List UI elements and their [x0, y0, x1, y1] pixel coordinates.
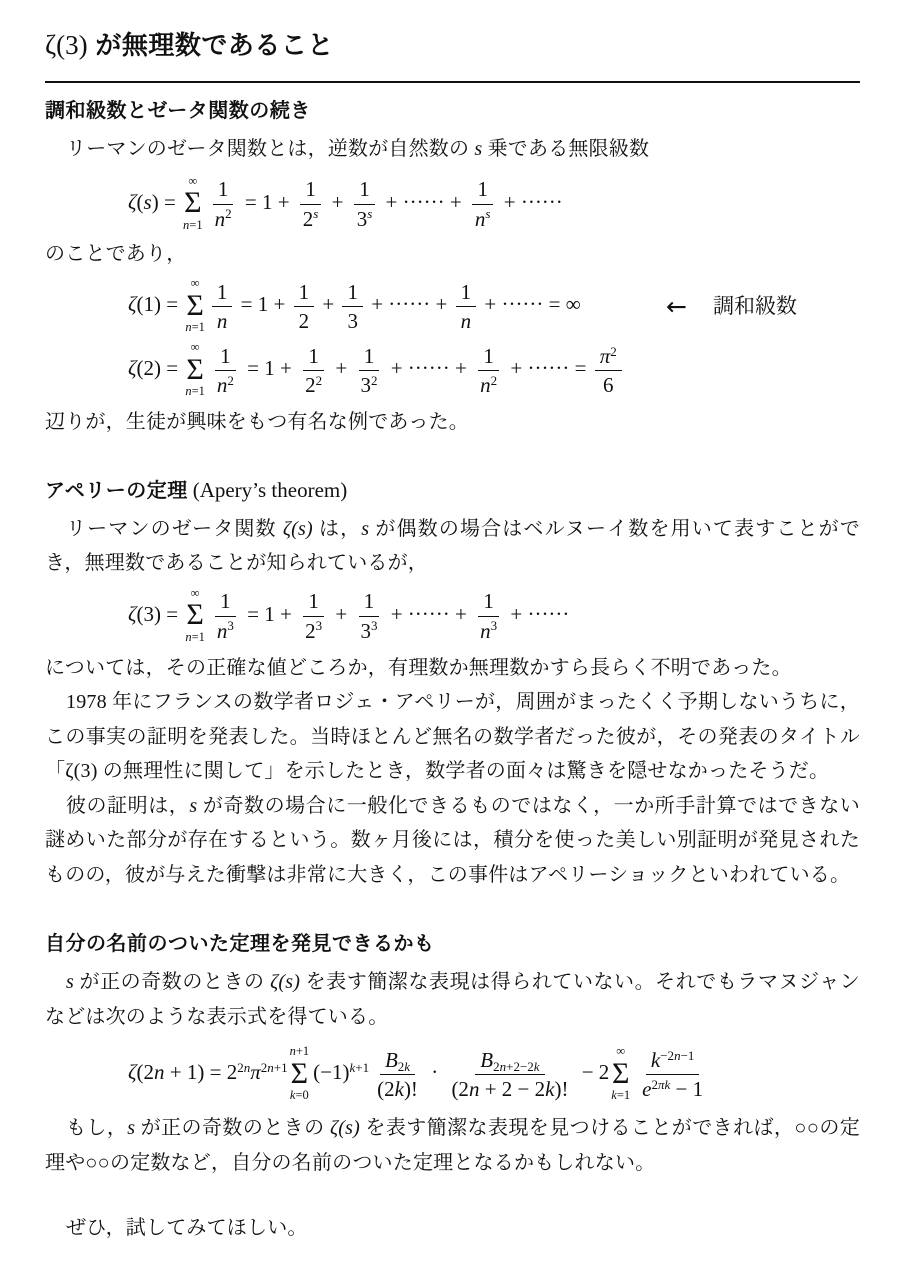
summation-sigma: ∞ Σ k=1	[611, 1044, 631, 1103]
paragraph-1978	[45, 685, 860, 789]
fraction: $\frac{1}{2^2}$	[305, 343, 323, 397]
fraction: $\frac{1}{3^2}$	[360, 343, 378, 397]
math-zeta-s: ζ(s)	[282, 517, 313, 540]
title-text: が無理数であること	[87, 30, 334, 60]
text-run: もし，	[66, 1117, 128, 1139]
fraction: $\frac{1}{n^2}$	[480, 343, 498, 397]
text-run: が偶数の場合はベルヌーイ数を用いて表すことができ，無理数であることが知られているが，	[45, 517, 861, 574]
heading-english: (Apery’s theorem)	[192, 477, 348, 502]
text-run: が奇数の場合に一般化できるものではなく，一か所手計算ではできない謎めいた部分が存在するという。数ヶ月後には，積分を使った美しい別証明が発見されたものの，彼が与えた衝撃は非常に大きく，この事件はアペリーショックといわれている。	[45, 794, 861, 886]
fraction: $\frac{k^{-2n-1}}{e^{2\pi k} - 1}$	[642, 1047, 704, 1101]
fraction: $\frac{1}{3}$	[342, 279, 363, 333]
fraction: $\frac{1}{n^3}$	[216, 589, 234, 643]
fraction: $\frac{1}{n^2}$	[214, 177, 232, 231]
fraction: $\frac{B_{2k}}{(2k)!}$	[377, 1047, 418, 1101]
text-run: を表す簡潔な表現は得られていない。それでもラマヌジャンなどは次のような表示式を得ている。	[45, 971, 860, 1028]
fraction: $\frac{1}{n^3}$	[480, 589, 498, 643]
text-run: リーマンのゼータ関数	[66, 517, 283, 540]
math-var-s: s	[474, 138, 483, 160]
text-run: リーマンのゼータ関数とは，逆数が自然数の	[66, 138, 475, 160]
summation-sigma: ∞ Σ n=1	[185, 276, 205, 335]
formula-zeta-3: ζ(3) = ∞ Σ n=1 $\frac{1}{n^3}$ = 1 + $\frac{1}{2^3}$ + $\frac{1}{3^3}$ + ······ + $\frac{1}{n^3}$ + ······	[128, 585, 570, 644]
summation-sigma: ∞ Σ n=1	[185, 340, 205, 399]
fraction: $\frac{1}{n^s}$	[470, 176, 496, 230]
paragraph-zeta-intro	[45, 132, 860, 167]
section-harmonic-series	[45, 97, 860, 440]
title-math-zeta3: ζ(3)	[45, 30, 88, 60]
paragraph-apery-shock	[45, 789, 860, 893]
section-own-theorem	[45, 930, 860, 1246]
paragraph-unknown-value: については，その正確な値どころか，有理数か無理数かすら長らく不明であった。	[45, 656, 792, 679]
fraction: $\frac{1}{3^3}$	[360, 589, 378, 643]
fraction: $\frac{1}{n}$	[456, 279, 477, 333]
section-heading-own-theorem: 自分の名前のついた定理を発見できるかも	[45, 933, 435, 955]
text-run: が正の奇数のときの	[135, 1117, 330, 1139]
paragraph-nokoto: のことであり，	[45, 242, 187, 265]
heading-japanese: アペリーの定理	[45, 479, 188, 502]
math-zeta-3: ζ(3)	[65, 760, 98, 782]
summation-sigma: ∞ Σ n=1	[185, 585, 205, 644]
paragraph-moshi	[45, 1111, 860, 1180]
section-apery-theorem	[45, 476, 860, 893]
fraction: $\frac{1}{3^s}$	[352, 176, 378, 230]
text-run: の無理性に関して」を示したとき，数学者の面々は驚きを隠せなかったそうだ。	[97, 760, 830, 782]
math-var-s: s	[361, 517, 370, 540]
text-run: 乗である無限級数	[482, 138, 650, 160]
fraction: $\frac{\pi^2}{6}$	[595, 343, 622, 397]
title-divider	[45, 81, 860, 83]
formula-zeta-2: ζ(2) = ∞ Σ n=1 $\frac{1}{n^2}$ = 1 + $\frac{1}{2^2}$ + $\frac{1}{3^2}$ + ······ + $\frac{1}{n^2}$ + ······ = $\frac{\pi^2}{6}$	[45, 341, 860, 399]
fraction: $\frac{1}{2}$	[294, 279, 315, 333]
harmonic-annotation	[666, 291, 797, 321]
math-var-s: s	[66, 971, 74, 993]
section-heading-harmonic: 調和級数とゼータ関数の続き	[45, 100, 311, 122]
page-title	[45, 28, 860, 62]
text-run: を表す簡潔な表現を見つけることができれば，○○の定理や○○の定数など，自分の名前のついた定理となるかもしれない。	[45, 1117, 860, 1174]
math-var-s: s	[127, 1117, 136, 1139]
harmonic-series-label: 調和級数	[713, 293, 797, 318]
left-arrow-icon: ←	[666, 291, 687, 321]
fraction: $\frac{1}{n}$	[212, 279, 233, 333]
paragraph-bernoulli	[45, 512, 860, 581]
paragraph-zehi: ぜひ，試してみてほしい。	[66, 1217, 308, 1239]
formula-ramanujan: $\zeta(2n + 1) = 2^{2n}\pi^{2n+1}$ n+1 Σ k=0 $(-1)^{k+1}$ $\frac{B_{2k}}{(2k)!}$ · $\frac{B_{2n+2-2k}}{(2n + 2 - 2k)!}$ − 2 ∞ Σ k=1 $\frac{k^{-2n-1}}{e^{2\pi k} - 1}$	[45, 1045, 860, 1103]
math-var-s: s	[189, 794, 198, 817]
section-heading-apery	[45, 476, 860, 505]
text-run: が正の奇数のときの	[73, 971, 271, 993]
formula-zeta-1: ζ(1) = ∞ Σ n=1 $\frac{1}{n}$ = 1 + $\frac{1}{2}$ + $\frac{1}{3}$ + ······ + $\frac{1}{n}$ + ······ = ∞	[128, 276, 581, 335]
summation-sigma: ∞ Σ n=1	[183, 173, 203, 232]
text-run: 彼の証明は，	[66, 794, 190, 817]
text-run: は，	[312, 517, 362, 540]
math-zeta-s: ζ(s)	[329, 1117, 360, 1139]
fraction: $\frac{1}{2^3}$	[305, 589, 323, 643]
formula-zeta-s: ζ(s) = ∞ Σ n=1 $\frac{1}{n^2}$ = 1 + $\frac{1}{2^s}$ + $\frac{1}{3^s}$ + ······ + $\frac{1}{n^s}$ + ······	[128, 173, 563, 232]
paragraph-ramanujan	[45, 965, 860, 1034]
math-zeta-s: ζ(s)	[270, 971, 301, 993]
paragraph-atari: 辺りが，生徒が興味をもつ有名な例であった。	[45, 411, 469, 433]
fraction: $\frac{B_{2n+2-2k}}{(2n + 2 - 2k)!}$	[451, 1047, 569, 1101]
fraction: $\frac{1}{n^2}$	[216, 343, 234, 397]
text-run: 1978 年にフランスの数学者ロジェ・アペリーが，周囲がまったくく予期しないうちに，この事実の証明を発表した。当時ほとんど無名の数学者だった彼が，その発表のタイトル「	[45, 691, 860, 782]
summation-sigma: n+1 Σ k=0	[289, 1044, 310, 1103]
fraction: $\frac{1}{2^s}$	[298, 176, 324, 230]
formula-row-zeta1	[45, 277, 860, 335]
